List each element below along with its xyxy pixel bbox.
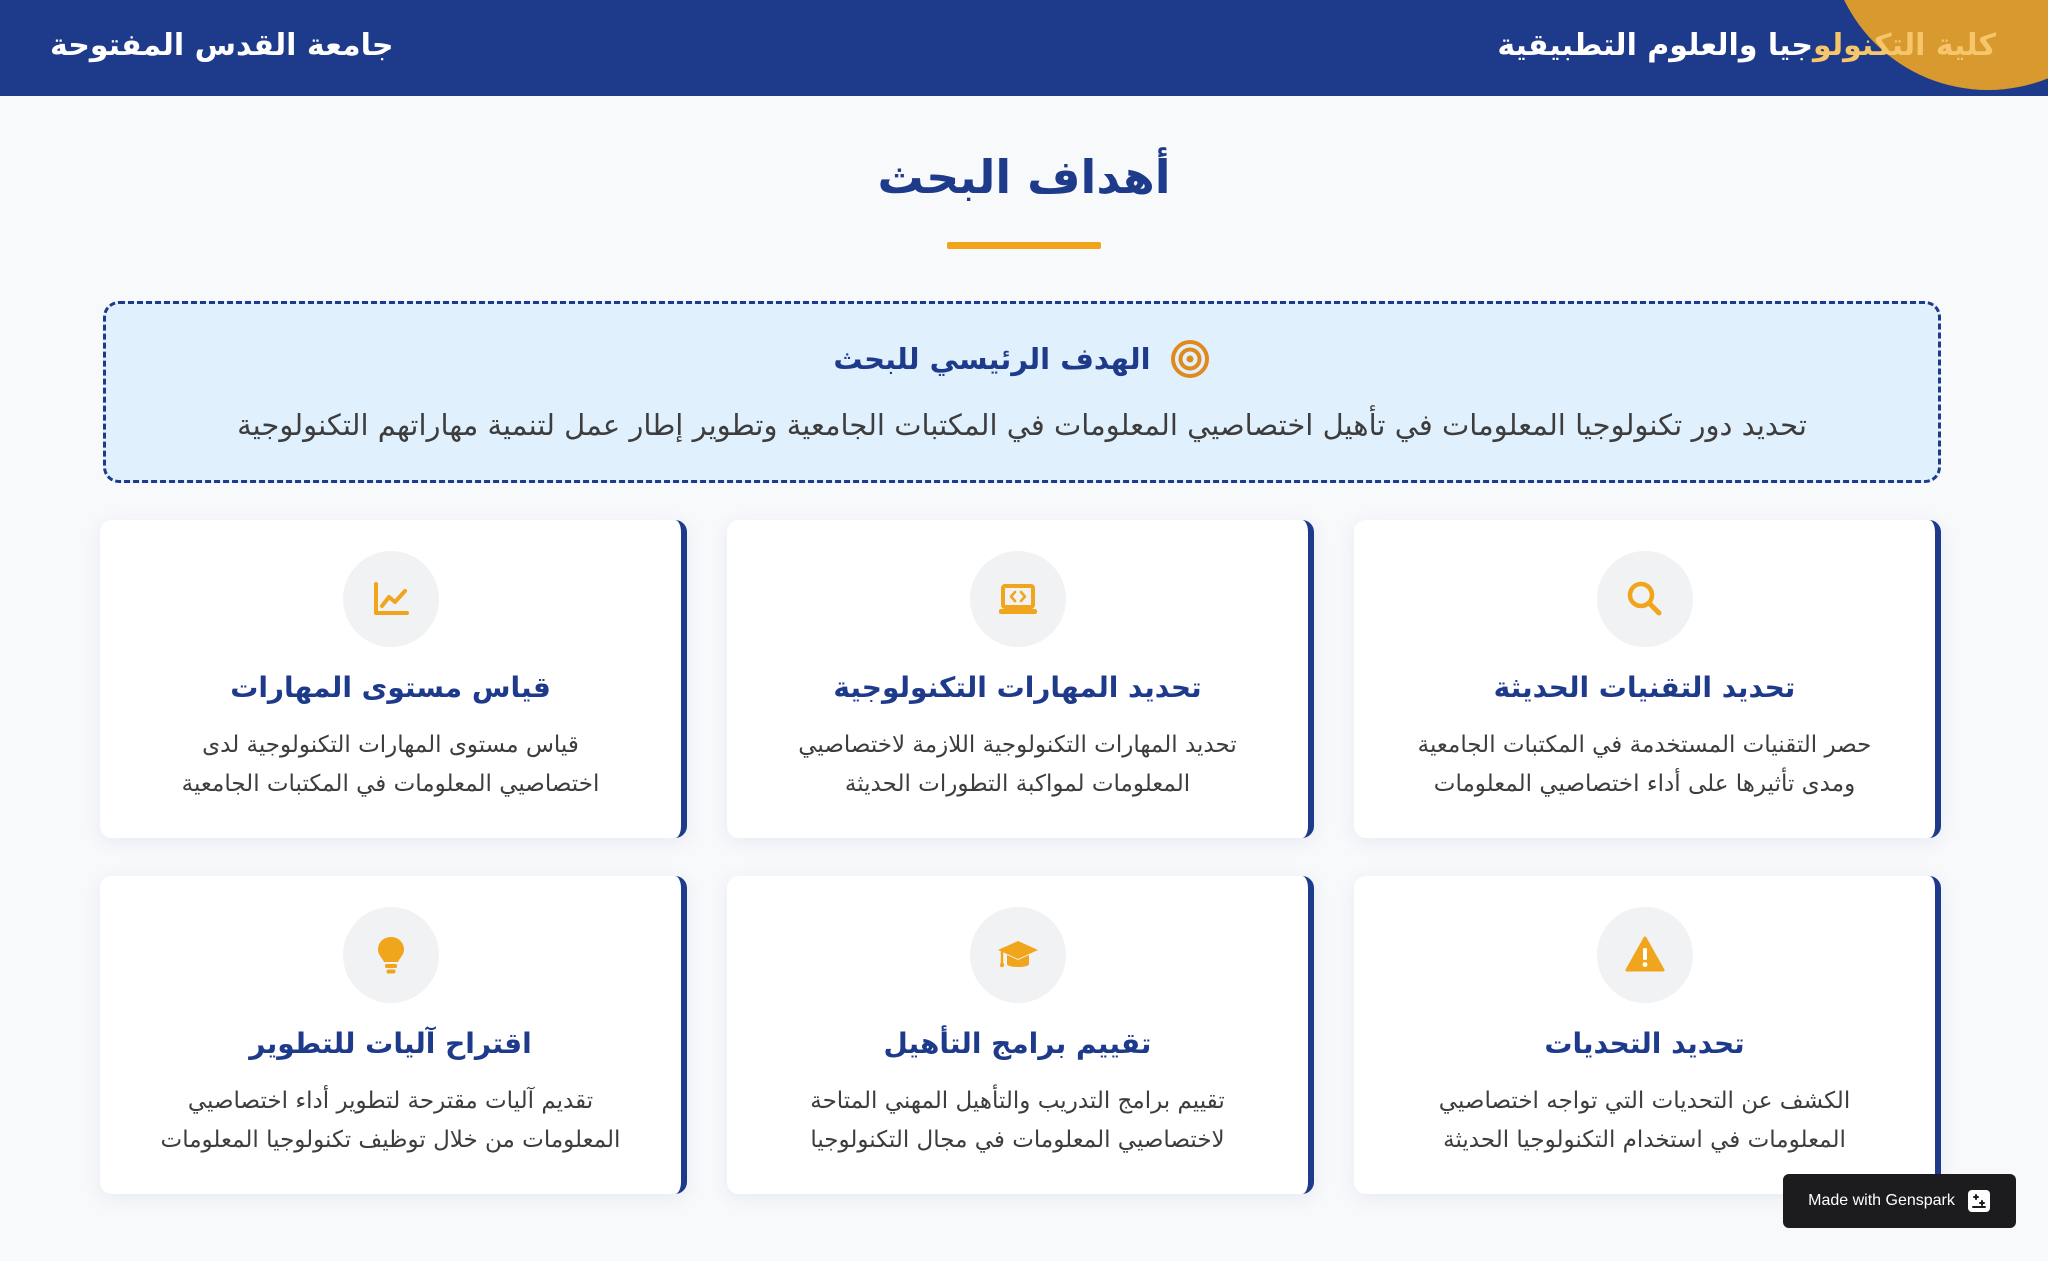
objective-card-challenges xyxy=(1354,876,1941,1194)
chart-line-icon xyxy=(369,577,413,621)
warning-icon xyxy=(1623,933,1667,977)
objective-card-programs xyxy=(727,876,1314,1194)
objective-description xyxy=(1374,1082,1915,1160)
objective-description-line: تقييم برامج التدريب والتأهيل المهني المتاحة xyxy=(810,1088,1225,1114)
objective-description-line: حصر التقنيات المستخدمة في المكتبات الجامعية xyxy=(1417,732,1872,758)
objective-description-line: الكشف عن التحديات التي تواجه اختصاصيي xyxy=(1438,1088,1851,1114)
title-underline xyxy=(947,242,1101,249)
faculty-name xyxy=(1497,22,1996,70)
objective-description-line: المعلومات من خلال توظيف تكنولوجيا المعلومات xyxy=(160,1127,621,1153)
objective-card-mechanisms xyxy=(100,876,687,1194)
objective-icon-circle xyxy=(970,551,1066,647)
objective-description xyxy=(1374,726,1915,804)
page-title: أهداف البحث xyxy=(877,150,1171,204)
objective-description-line: تقديم آليات مقترحة لتطوير أداء اختصاصيي xyxy=(187,1088,594,1114)
objective-description-line: المعلومات في استخدام التكنولوجيا الحديثة xyxy=(1443,1127,1846,1153)
search-icon xyxy=(1623,577,1667,621)
made-with-genspark-badge[interactable] xyxy=(1783,1174,2016,1228)
target-icon xyxy=(1169,338,1211,380)
objective-title: تقييم برامج التأهيل xyxy=(883,1027,1152,1060)
objective-icon-circle xyxy=(343,907,439,1003)
objective-description-line: لاختصاصيي المعلومات في مجال التكنولوجيا xyxy=(810,1127,1225,1153)
objective-title: تحديد التحديات xyxy=(1544,1027,1745,1060)
objective-description-line: تحديد المهارات التكنولوجية اللازمة لاختصاصيي xyxy=(798,732,1237,758)
badge-label: Made with Genspark xyxy=(1808,1192,1955,1209)
main-goal-title: الهدف الرئيسي للبحث xyxy=(833,342,1151,376)
lightbulb-icon xyxy=(369,933,413,977)
main-goal-header xyxy=(106,334,1938,384)
university-name: جامعة القدس المفتوحة xyxy=(50,28,394,63)
objective-card-technologies xyxy=(1354,520,1941,838)
objective-description-line: ومدى تأثيرها على أداء اختصاصيي المعلومات xyxy=(1433,771,1856,797)
header-bar xyxy=(0,0,2048,96)
objective-description-line: المعلومات لمواكبة التطورات الحديثة xyxy=(844,771,1191,797)
objective-title: تحديد المهارات التكنولوجية xyxy=(833,671,1202,704)
objective-description xyxy=(747,726,1288,804)
objective-description-line: اختصاصيي المعلومات في المكتبات الجامعية xyxy=(181,771,600,797)
objective-description xyxy=(747,1082,1288,1160)
main-goal-text: تحديد دور تكنولوجيا المعلومات في تأهيل اختصاصيي المعلومات في المكتبات الجامعية وتطوير إطار عمل لتنمية مهاراتهم التكنولوجية xyxy=(237,408,1807,442)
graduation-cap-icon xyxy=(996,933,1040,977)
objective-icon-circle xyxy=(970,907,1066,1003)
objective-description xyxy=(120,726,661,804)
objective-icon-circle xyxy=(343,551,439,647)
main-goal-box xyxy=(103,301,1941,483)
objective-title: اقتراح آليات للتطوير xyxy=(249,1027,532,1060)
objective-card-measure xyxy=(100,520,687,838)
objective-title: قياس مستوى المهارات xyxy=(230,671,551,704)
faculty-name-highlight: كلية التكنولو xyxy=(1813,28,1996,63)
faculty-name-rest: جيا والعلوم التطبيقية xyxy=(1497,28,1814,63)
objective-icon-circle xyxy=(1597,551,1693,647)
genspark-logo-icon xyxy=(1967,1189,1991,1213)
objective-card-skills xyxy=(727,520,1314,838)
objective-title: تحديد التقنيات الحديثة xyxy=(1493,671,1796,704)
laptop-code-icon xyxy=(996,577,1040,621)
objective-description xyxy=(120,1082,661,1160)
objective-icon-circle xyxy=(1597,907,1693,1003)
objective-description-line: قياس مستوى المهارات التكنولوجية لدى xyxy=(202,732,579,758)
